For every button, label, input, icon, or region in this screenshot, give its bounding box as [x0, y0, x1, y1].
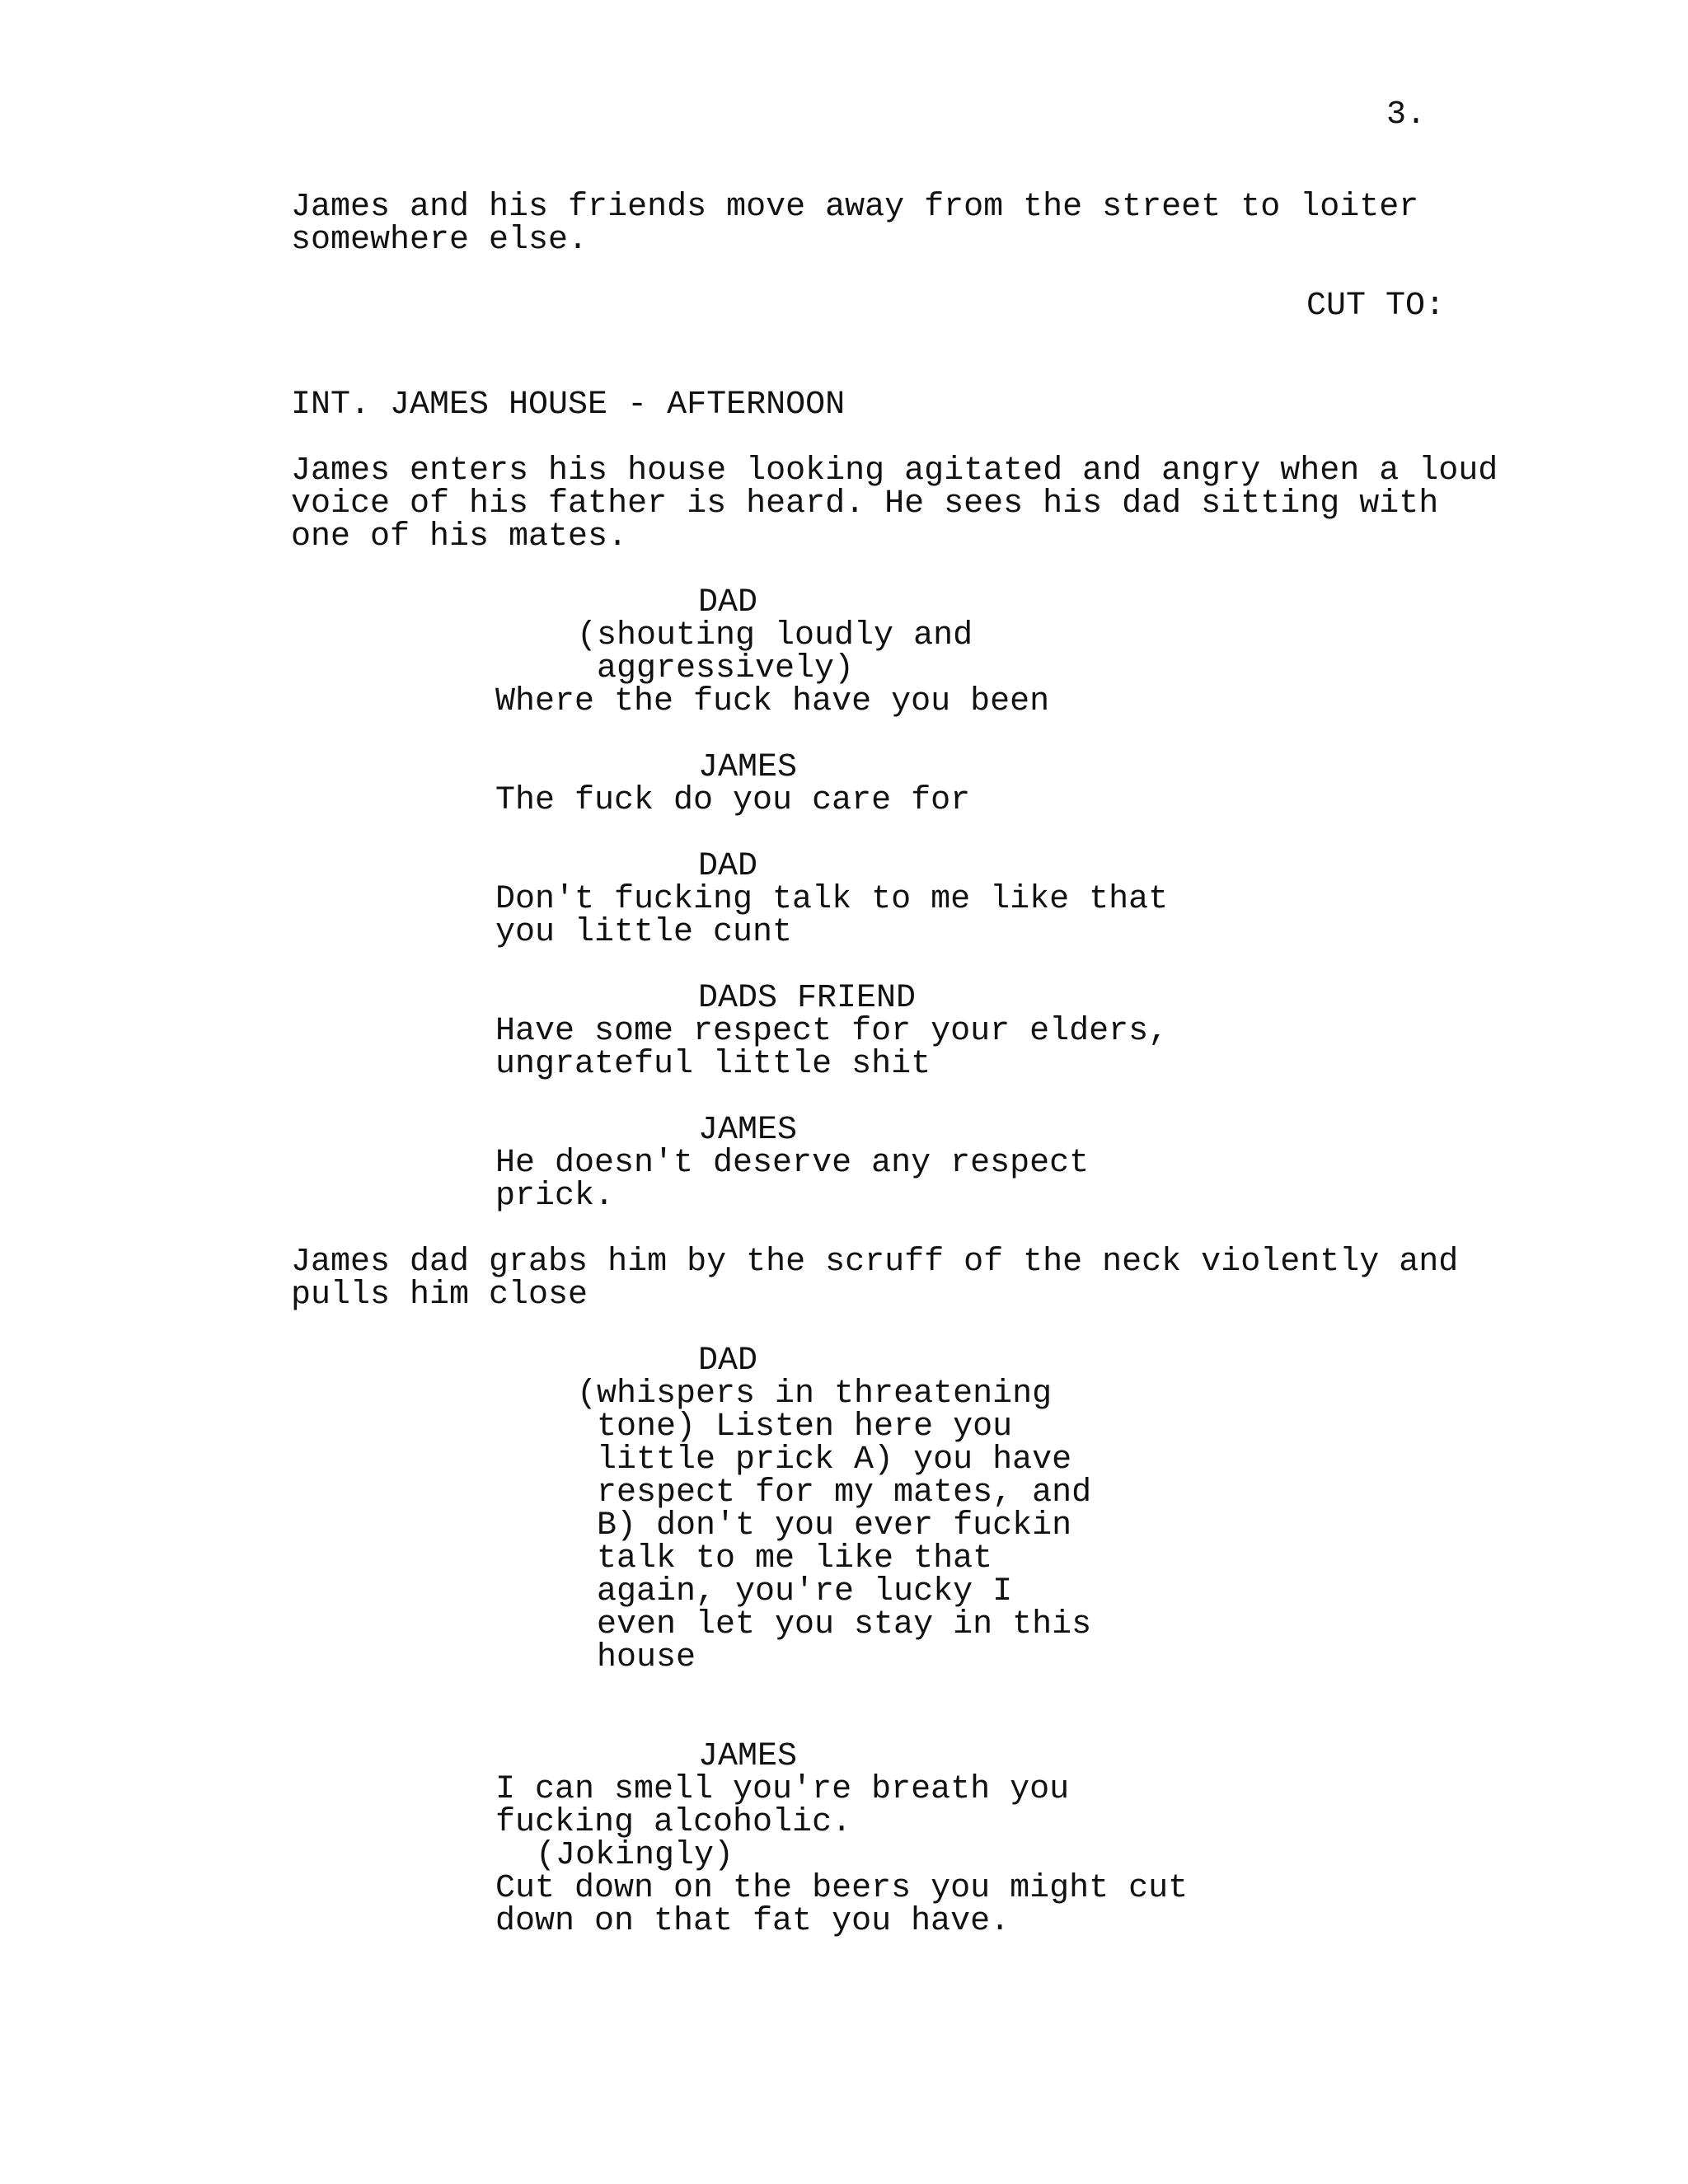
dialogue-line: I can smell you're breath you: [495, 1771, 1070, 1808]
page-number: 3.: [1386, 96, 1427, 134]
dialogue-line: Cut down on the beers you might cut: [495, 1870, 1189, 1907]
parenthetical-line: respect for my mates, and: [597, 1474, 1092, 1511]
parenthetical-line: (shouting loudly and: [577, 617, 973, 654]
dialogue-line: Have some respect for your elders,: [495, 1013, 1169, 1050]
action-line: James and his friends move away from the street to loiter: [291, 189, 1419, 226]
dialogue-line: prick.: [495, 1178, 615, 1215]
dialogue-line: down on that fat you have.: [495, 1903, 1010, 1940]
action-line: voice of his father is heard. He sees his dad sitting with: [291, 485, 1439, 523]
parenthetical-line: even let you stay in this: [597, 1606, 1092, 1643]
parenthetical-line: aggressively): [597, 650, 855, 687]
scene-heading: INT. JAMES HOUSE - AFTERNOON: [291, 387, 846, 424]
action-line: pulls him close: [291, 1277, 588, 1314]
transition: CUT TO:: [1306, 288, 1446, 325]
character-name: JAMES: [698, 1738, 798, 1775]
dialogue-line: you little cunt: [495, 914, 793, 951]
action-line: one of his mates.: [291, 518, 628, 555]
dialogue-line: Where the fuck have you been: [495, 683, 1050, 720]
character-name: DAD: [698, 584, 758, 621]
character-name: JAMES: [698, 1112, 798, 1149]
parenthetical-line: B) don't you ever fuckin: [597, 1507, 1072, 1544]
parenthetical-line: little prick A) you have: [597, 1441, 1072, 1479]
action-line: James enters his house looking agitated and angry when a loud: [291, 452, 1498, 490]
dialogue-line: ungrateful little shit: [495, 1046, 931, 1083]
parenthetical-line: house: [597, 1639, 696, 1676]
parenthetical-line: talk to me like that: [597, 1540, 993, 1577]
parenthetical-line: tone) Listen here you: [597, 1408, 1013, 1446]
dialogue-line: fucking alcoholic.: [495, 1804, 852, 1841]
dialogue-line: The fuck do you care for: [495, 782, 971, 819]
parenthetical-line: (Jokingly): [536, 1837, 734, 1874]
dialogue-line: He doesn't deserve any respect: [495, 1145, 1090, 1182]
action-line: somewhere else.: [291, 222, 588, 259]
action-line: James dad grabs him by the scruff of the neck violently and: [291, 1244, 1459, 1281]
character-name: DAD: [698, 848, 758, 885]
dialogue-line: Don't fucking talk to me like that: [495, 881, 1169, 918]
character-name: DAD: [698, 1343, 758, 1380]
parenthetical-line: again, you're lucky I: [597, 1573, 1013, 1610]
parenthetical-line: (whispers in threatening: [577, 1376, 1053, 1413]
character-name: JAMES: [698, 749, 798, 786]
character-name: DADS FRIEND: [698, 980, 917, 1017]
